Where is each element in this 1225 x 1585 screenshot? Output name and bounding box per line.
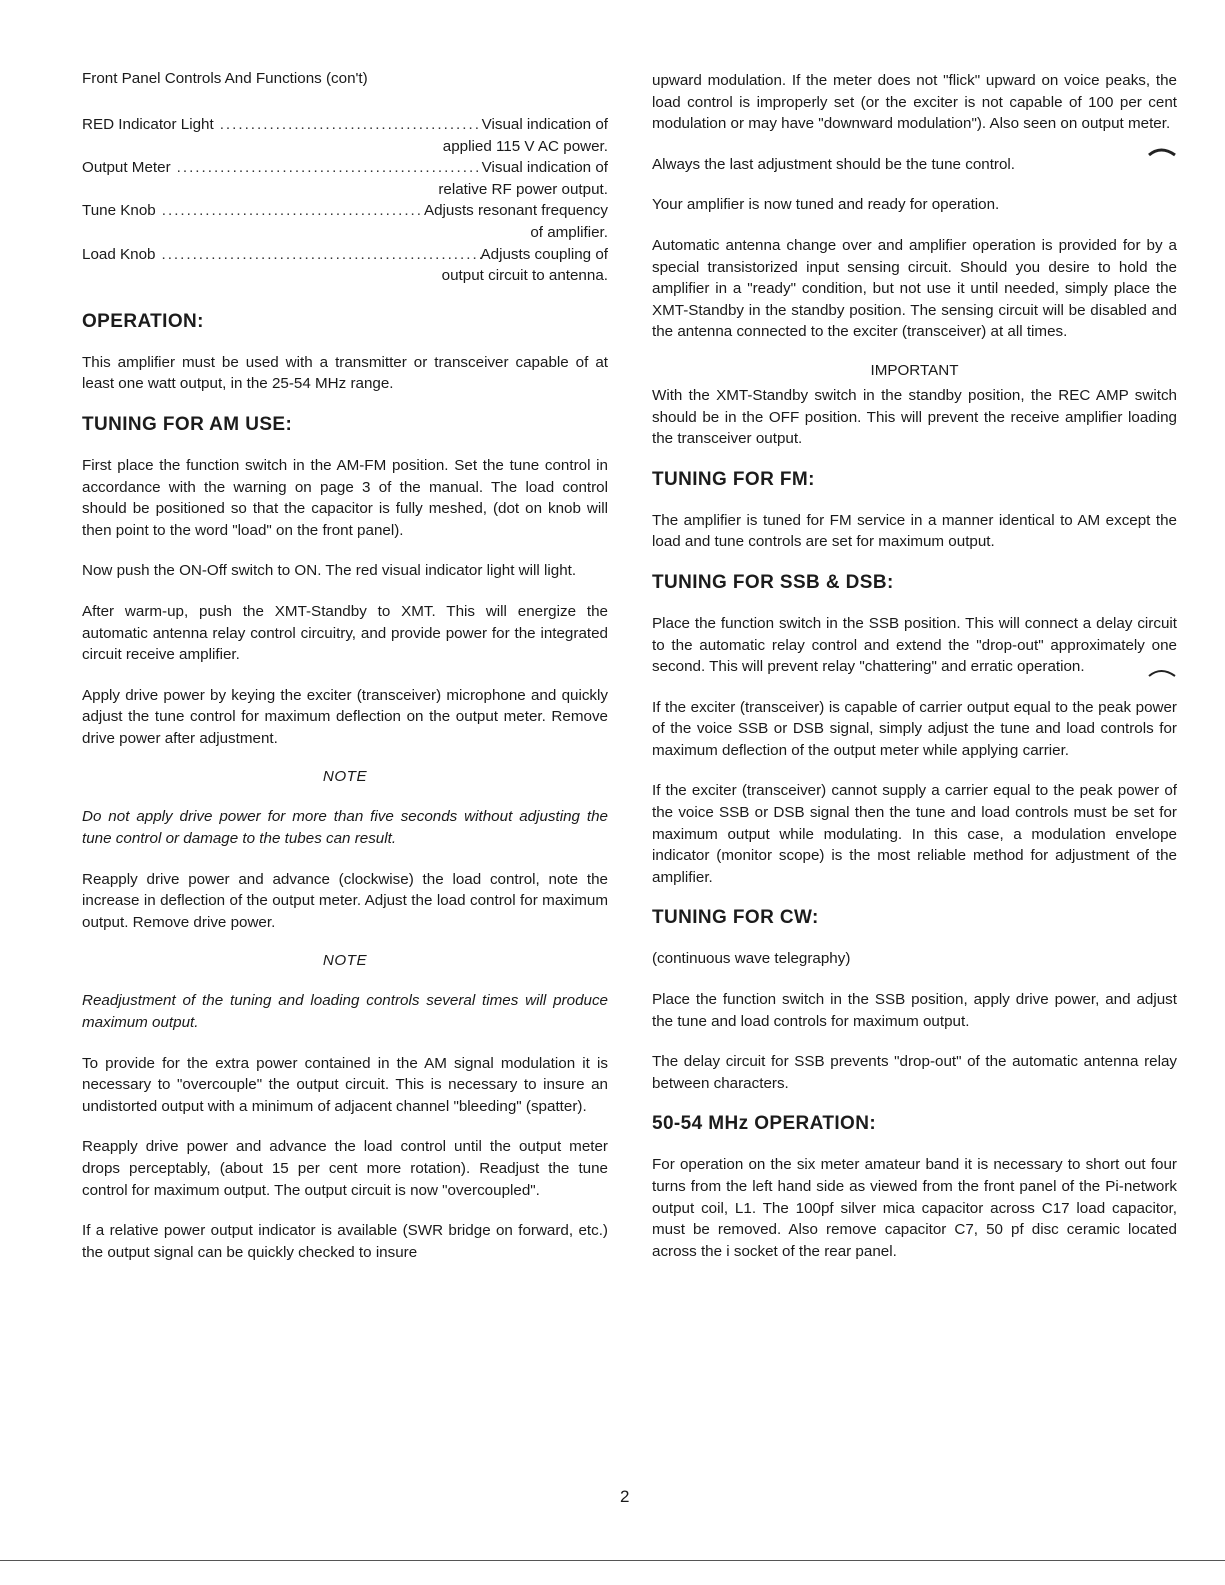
control-item xyxy=(82,157,608,200)
six-meter-paragraph: For operation on the six meter amateur band it is necessary to short out four turns from the left hand side as viewed from the front panel of the Pi-network output coil, L1. The 100pf silver mica capacitor across C17 load capacitor, must be removed. Also remove capacitor C7, 50 pf disc ceramic located across the i socket of the rear panel. xyxy=(652,1156,1177,1260)
cw-paragraph: (continuous wave telegraphy) xyxy=(652,950,851,968)
ssb-paragraph: If the exciter (transceiver) cannot supply a carrier equal to the peak power of the voice SSB or DSB signal then the tune and load controls must be set for maximum output while modulating. In this case, a modulation envelope indicator (monitor scope) is the most reliable method for adjustment of the amplifier. xyxy=(652,782,1177,886)
fm-tuning-heading: TUNING FOR FM: xyxy=(652,468,815,490)
adjustment-paragraph: Always the last adjustment should be the tune control. xyxy=(652,155,1016,173)
leader-dots xyxy=(155,244,480,266)
controls-list xyxy=(82,114,608,287)
cw-tuning-heading: TUNING FOR CW: xyxy=(652,907,819,929)
control-desc-cont: of amplifier. xyxy=(530,223,608,241)
control-name: Load Knob xyxy=(82,245,156,263)
important-title: IMPORTANT xyxy=(870,361,959,379)
modulation-paragraph xyxy=(652,70,1177,135)
control-desc: Adjusts resonant frequency xyxy=(423,202,608,220)
bottom-rule xyxy=(0,1560,1225,1561)
control-desc: Visual indication of xyxy=(481,159,608,177)
modulation-text: upward modulation. If the meter does not "flick" upward on voice peaks, the load control is improperly set (or the exciter is not capable of 100 per cent modulation or may have "downward modulation"). Also seen on output meter. xyxy=(652,72,1177,133)
am-paragraph: Apply drive power by keying the exciter (transceiver) microphone and quickly adjust the tune control for maximum deflection on the output meter. Remove drive power after adjustment. xyxy=(82,686,608,747)
ready-paragraph: Your amplifier is now tuned and ready for operation. xyxy=(652,196,1000,214)
cw-paragraph: Place the function switch in the SSB position, apply drive power, and adjust the tune and load controls for maximum output. xyxy=(652,991,1177,1030)
control-desc-cont: applied 115 V AC power. xyxy=(442,137,608,155)
am-paragraph: Reapply drive power and advance the load control until the output meter drops perceptably, (about 15 per cent more rotation). Readjust the tune control for maximum output. The output circuit is now "overcoupled". xyxy=(82,1138,608,1199)
left-column xyxy=(82,70,608,1282)
note-title: NOTE xyxy=(322,768,368,786)
am-paragraph: To provide for the extra power contained in the AM signal modulation it is necessary to "overcouple" the output circuit. This is necessary to insure an undistorted output with a minimum of adjacent channel "bleeding" (spatter). xyxy=(82,1054,608,1115)
six-meter-heading: 50-54 MHz OPERATION: xyxy=(652,1113,877,1135)
pen-mark-icon xyxy=(1147,666,1177,678)
control-desc: Adjusts coupling of xyxy=(480,245,608,263)
ssb-text: Place the function switch in the SSB position. This will connect a delay circuit to the automatic relay control and extend the "drop-out" approximately one second. This will prevent relay "chattering" and erratic operation. xyxy=(652,614,1177,676)
control-desc: Visual indication of xyxy=(481,116,608,133)
page-number: 2 xyxy=(620,1487,630,1506)
control-name: RED Indicator Light xyxy=(82,116,214,133)
am-paragraph: After warm-up, push the XMT-Standby to XMT. This will energize the automatic antenna relay control circuitry, and provide power for the integrated circuit receive amplifier. xyxy=(82,602,608,664)
ssb-paragraph xyxy=(652,613,1177,678)
control-name: Output Meter xyxy=(82,159,171,177)
leader-dots xyxy=(156,200,424,222)
operation-paragraph: This amplifier must be used with a transmitter or transceiver capable of at least one watt output, in the 25-54 MHz range. xyxy=(82,353,608,393)
leader-dots xyxy=(171,157,482,179)
note-body: Readjustment of the tuning and loading controls several times will produce maximum output. xyxy=(82,992,608,1032)
control-name: Tune Knob xyxy=(82,202,156,220)
pen-mark-icon xyxy=(1147,145,1177,157)
am-paragraph: First place the function switch in the AM-FM position. Set the tune control in accordance with the warning on page 3 of the manual. The load control should be positioned so that the capacitor is fully meshed, (dot on knob will then point to the word "load" on the front panel). xyxy=(82,456,608,539)
control-desc-cont: output circuit to antenna. xyxy=(441,267,608,285)
am-paragraph: If a relative power output indicator is available (SWR bridge on forward, etc.) the output signal can be quickly checked to insure xyxy=(82,1222,608,1261)
am-tuning-heading: TUNING FOR AM USE: xyxy=(82,413,293,435)
antenna-paragraph: Automatic antenna change over and amplifier operation is provided for by a special transistorized input sensing circuit. Should you desire to hold the amplifier in a "ready" condition, but not use it until needed, simply place the XMT-Standby in the standby position. The sensing circuit will be disabled and the antenna connected to the exciter (transceiver) at all times. xyxy=(652,236,1177,341)
ssb-paragraph: If the exciter (transceiver) is capable of carrier output equal to the peak power of the voice SSB or DSB signal, simply adjust the tune and load controls for maximum deflection of the output meter while applying carrier. xyxy=(652,698,1177,759)
control-item xyxy=(82,114,608,157)
section-caption: Front Panel Controls And Functions (con't) xyxy=(82,70,368,87)
note-title: NOTE xyxy=(322,952,368,970)
operation-heading: OPERATION: xyxy=(82,310,204,332)
am-paragraph: Now push the ON-Off switch to ON. The red visual indicator light will light. xyxy=(82,562,577,580)
control-desc-cont: relative RF power output. xyxy=(438,180,608,198)
cw-paragraph: The delay circuit for SSB prevents "drop-out" of the automatic antenna relay between characters. xyxy=(652,1053,1177,1092)
leader-dots xyxy=(214,114,482,136)
important-body: With the XMT-Standby switch in the standby position, the REC AMP switch should be in the OFF position. This will prevent the receive amplifier loading the transceiver output. xyxy=(652,386,1177,448)
ssb-tuning-heading: TUNING FOR SSB & DSB: xyxy=(652,571,894,593)
am-paragraph: Reapply drive power and advance (clockwise) the load control, note the increase in deflection of the output meter. Adjust the load control for maximum output. Remove drive power. xyxy=(82,870,608,931)
right-column xyxy=(652,70,1177,1281)
note-body: Do not apply drive power for more than five seconds without adjusting the tune control or damage to the tubes can result. xyxy=(82,808,608,848)
fm-paragraph: The amplifier is tuned for FM service in a manner identical to AM except the load and tune controls are set for maximum output. xyxy=(652,511,1177,551)
control-item xyxy=(82,244,608,287)
control-item xyxy=(82,200,608,243)
